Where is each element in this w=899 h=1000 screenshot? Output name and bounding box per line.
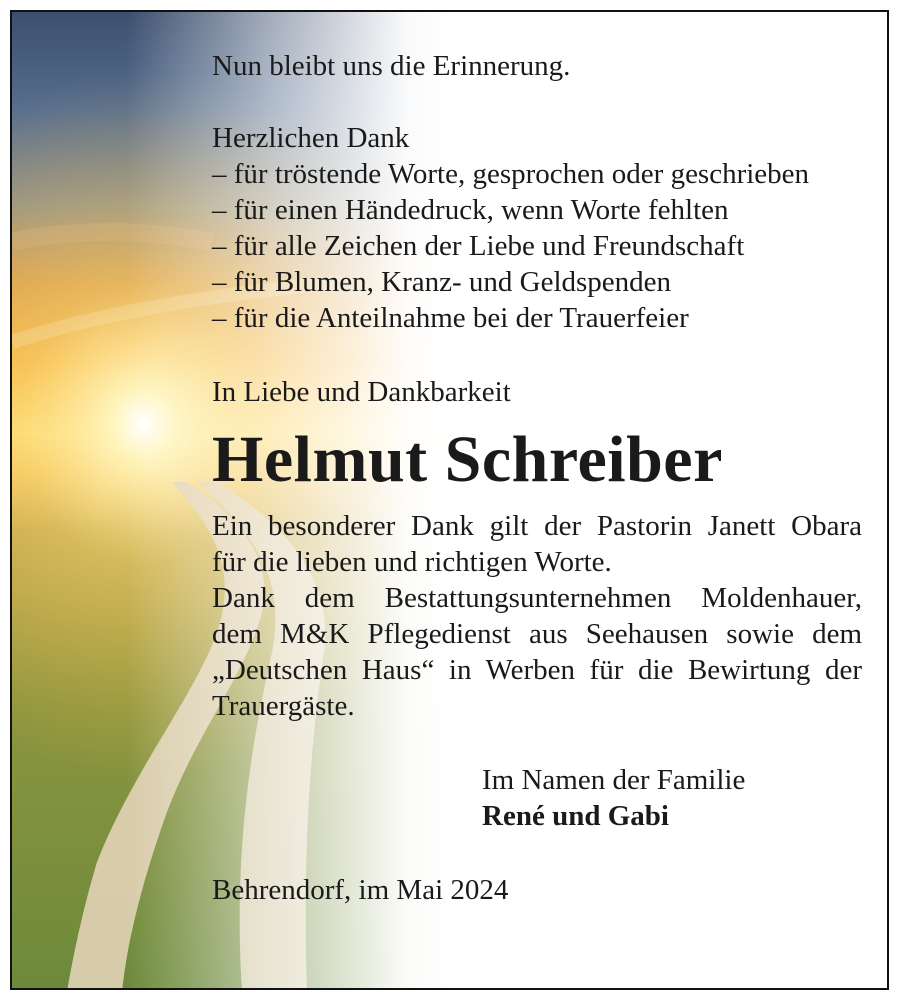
special-thanks-line: Dank dem Bestattungsunternehmen Moldenhauer, — [212, 582, 862, 614]
thanks-item: – für Blumen, Kranz- und Geldspenden — [212, 266, 672, 298]
thanks-item: – für die Anteilnahme bei der Trauerfeier — [212, 302, 689, 334]
signature-names: René und Gabi — [482, 800, 669, 832]
love-line: In Liebe und Dankbarkeit — [212, 376, 511, 408]
place-date: Behrendorf, im Mai 2024 — [212, 874, 509, 906]
thanks-item: – für einen Händedruck, wenn Worte fehlten — [212, 194, 729, 226]
thanks-item: – für tröstende Worte, gesprochen oder geschrieben — [212, 158, 810, 190]
special-thanks-line: für die lieben und richtigen Worte. — [212, 546, 612, 578]
obituary-card — [10, 10, 889, 990]
special-thanks-line: dem M&K Pflegedienst aus Seehausen sowie dem — [212, 618, 862, 650]
special-thanks-line: Ein besonderer Dank gilt der Pastorin Janett Obara — [212, 510, 862, 542]
special-thanks-line: „Deutschen Haus“ in Werben für die Bewirtung der — [212, 654, 862, 686]
thanks-item: – für alle Zeichen der Liebe und Freundschaft — [212, 230, 745, 262]
special-thanks-line: Trauergäste. — [212, 690, 355, 722]
intro-line: Nun bleibt uns die Erinnerung. — [212, 50, 571, 82]
deceased-name: Helmut Schreiber — [212, 423, 723, 496]
thanks-heading: Herzlichen Dank — [212, 122, 410, 154]
text-block — [212, 48, 862, 908]
signature-intro: Im Namen der Familie — [482, 764, 746, 796]
